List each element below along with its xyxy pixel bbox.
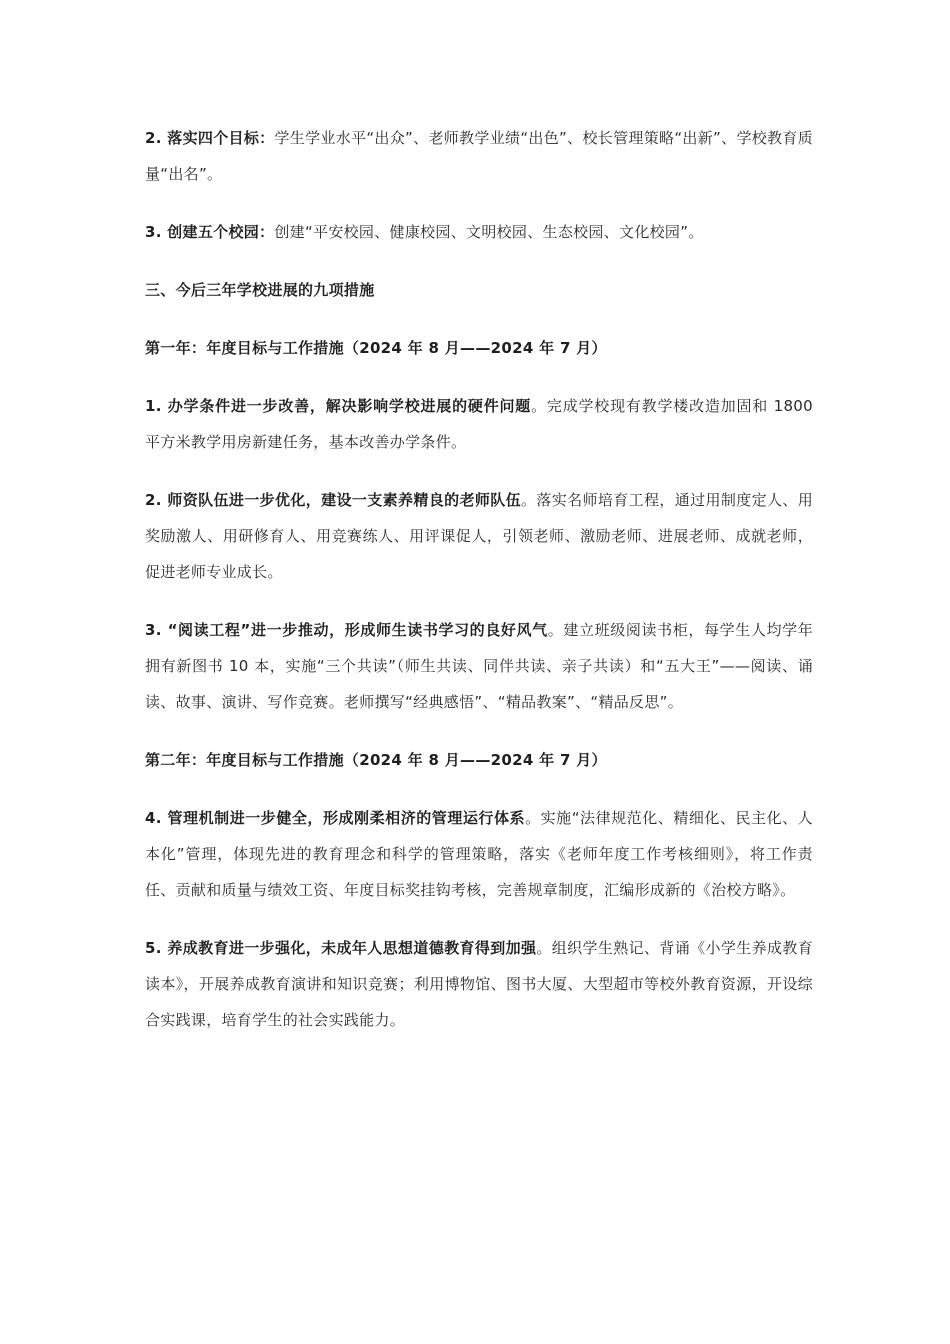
item-lead: 2. 师资队伍进一步优化，建设一支素养精良的老师队伍 [145, 491, 521, 509]
item-text: 。组织学生熟记、背诵《小学生养成教育读本》，开展养成教育演讲和知识竞赛；利用博物馆、图书大厦、大型超市等校外教育资源，开设综合实践课，培育学生的社会实践能力。 [145, 939, 813, 1029]
item-text: 。落实名师培育工程，通过用制度定人、用奖励激人、用研修育人、用竞赛练人、用评课促人，引领老师、激励老师、进展老师、成就老师，促进老师专业成长。 [145, 491, 813, 581]
measure-item-4 [145, 800, 813, 908]
measure-item-1 [145, 388, 813, 460]
item-lead: 2. 落实四个目标： [145, 129, 275, 147]
target-item-2 [145, 120, 813, 192]
measure-item-2 [145, 482, 813, 590]
item-lead: 4. 管理机制进一步健全，形成刚柔相济的管理运行体系 [145, 809, 526, 827]
item-lead: 3. 创建五个校园： [145, 223, 275, 241]
item-text: 学生学业水平“出众”、老师教学业绩“出色”、校长管理策略“出新”、学校教育质量“出名”。 [145, 129, 813, 183]
year-two-heading: 第二年：年度目标与工作措施（2024 年 8 月——2024 年 7 月） [145, 751, 607, 769]
item-text: 。实施“法律规范化、精细化、民主化、人本化”管理，体现先进的教育理念和科学的管理策略，落实《老师年度工作考核细则》，将工作责任、贡献和质量与绩效工资、年度目标奖挂钩考核，完善规章制度，汇编形成新的《治校方略》。 [145, 809, 813, 899]
item-lead: 3. “阅读工程”进一步推动，形成师生读书学习的良好风气 [145, 621, 548, 639]
year-one-heading: 第一年：年度目标与工作措施（2024 年 8 月——2024 年 7 月） [145, 339, 607, 357]
measure-item-3 [145, 612, 813, 720]
section-heading-measures: 三、今后三年学校进展的九项措施 [145, 281, 375, 299]
item-lead: 1. 办学条件进一步改善，解决影响学校进展的硬件问题 [145, 397, 532, 415]
target-item-3 [145, 214, 813, 250]
item-text: 。完成学校现有教学楼改造加固和 1800 平方米教学用房新建任务，基本改善办学条件。 [145, 397, 813, 451]
document-page [145, 120, 813, 1060]
measure-item-5 [145, 930, 813, 1038]
item-text: 创建“平安校园、健康校园、文明校园、生态校园、文化校园”。 [274, 223, 704, 241]
item-lead: 5. 养成教育进一步强化，未成年人思想道德教育得到加强 [145, 939, 537, 957]
item-text: 。建立班级阅读书柜，每学生人均学年拥有新图书 10 本，实施“三个共读”（师生共读、同伴共读、亲子共读）和“五大王”——阅读、诵读、故事、演讲、写作竞赛。老师撰写“经典感悟”、“精品教案”、“精品反思”。 [145, 621, 813, 711]
